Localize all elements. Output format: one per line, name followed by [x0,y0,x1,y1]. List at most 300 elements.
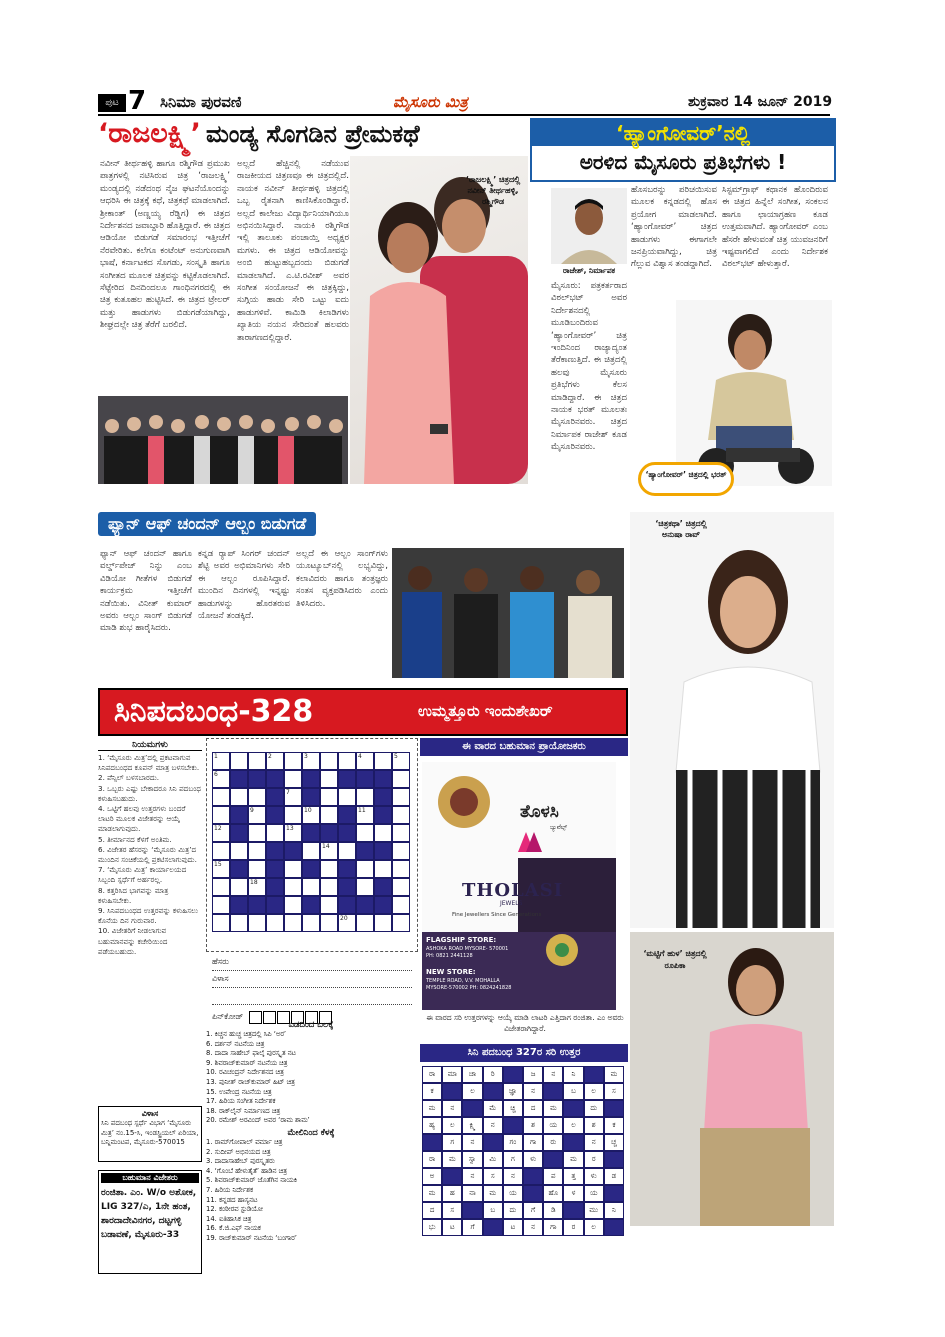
crossword-cell[interactable] [284,770,302,788]
answer-block-cell [604,1185,624,1202]
side-photo-bottom-caption: ‘ಮಟ್ಟಿಗೆ ಹುಳ’ ಚಿತ್ರದಲ್ಲಿ ರೂಪಿಕಾ [643,949,707,970]
crossword-cell[interactable] [320,914,338,932]
answer-cell: ಗಾ [543,1219,563,1236]
across-title: ಎಡದಿಂದ ಬಲಕ್ಕೆ [288,1020,334,1030]
story2-headline-sub: ಅರಳಿದ ಮೈಸೂರು ಪ್ರತಿಭೆಗಳು ! [579,150,787,174]
answer-cell: ಶ [523,1117,543,1134]
crossword-cell[interactable] [320,896,338,914]
crossword-cell[interactable] [302,878,320,896]
story1-headline [98,118,528,158]
answer-cell: ಮ [422,1100,442,1117]
crossword-cell[interactable] [392,824,410,842]
answer-block-cell [503,1066,523,1083]
crossword-cell[interactable] [230,914,248,932]
crossword-cell[interactable] [248,788,266,806]
answer-cell: ಗ [503,1151,523,1168]
winner-box [98,1170,202,1274]
crossword-cell[interactable] [212,896,230,914]
form-address-line2[interactable] [212,988,412,1005]
story2-headline-title: ‘ಹ್ಯಾಂಗೋವರ್’ನಲ್ಲಿ [532,120,834,146]
answer-cell: ಲ [584,1219,604,1236]
answer-block-cell [543,1083,563,1100]
answer-cell: ಹ್ಯ [422,1117,442,1134]
address-box [98,1106,202,1162]
side-photo-bottom [630,932,834,1226]
crossword-cell[interactable] [212,842,230,860]
crossword-cell[interactable] [212,788,230,806]
story2-col2: ಹೊಸಬರನ್ನು ಪರಿಚಯಿಸುವ ಮೂಲಕ ಕನ್ನಡದಲ್ಲಿ ಹೊಸ ಪ್ರಯೋಗ ಮಾಡಲಾಗಿದೆ. ‘ಹ್ಯಾಂಗೋವರ್’ ಚಿತ್ರದ ಹಾಡುಗಳು ಈಗಾಗಲೇ ಜನಪ್ರಿಯವಾಗಿದ್ದು, ಚಿತ್ರ ಗೆಲ್ಲುವ ವಿಶ್ವಾಸ ತಂಡದ್ದಾಗಿದೆ. [631,185,717,270]
answer-cell: ಮ [422,1185,442,1202]
clue-down: 14. ಐತಿಹಾಸಿಕ ಚಿತ್ರ [206,1214,252,1223]
answer-cell: ನ [523,1219,543,1236]
rule-item: 6. ವಿಜೇತರ ಹೆಸರನ್ನು ‘ಮೈಸೂರು ಮಿತ್ರ’ದ ಮುಂದಿನ ಸಂಚಿಕೆಯಲ್ಲಿ ಪ್ರಕಟಿಸಲಾಗುವುದು. [98,844,197,865]
clue-down: 19. ರಾಜ್‌ಕುಮಾರ್ ನಟನೆಯ ‘ಬಂಗಾರ’ [206,1233,297,1242]
answer-cell: ಹೊ [543,1185,563,1202]
story1-headline-sub: ಮಂಡ್ಯ ಸೊಗಡಿನ ಪ್ರೇಮಕಥೆ [205,120,420,148]
crossword-block-cell [266,842,284,860]
rules-column [98,740,202,1240]
answer-cell: ಕ [604,1117,624,1134]
crossword-block-cell [374,896,392,914]
answer-cell: ರ [584,1151,604,1168]
crossword-cell[interactable] [338,752,356,770]
clues-column [206,1020,416,1242]
answer-cell: ನ [442,1100,462,1117]
crossword-block-cell [302,770,320,788]
answer-cell: ಬ [483,1202,503,1219]
store1-title: FLAGSHIP STORE: [426,936,497,944]
answer-cell: ನ [483,1117,503,1134]
crossword-block-cell [374,770,392,788]
crossword-cell[interactable] [392,860,410,878]
form-pin-label: ಪಿನ್‌ಕೋಡ್ [212,1012,244,1021]
answer-cell: ನ [543,1066,563,1083]
crossword-cell[interactable]: 11 [356,806,374,824]
crossword-banner [98,688,628,736]
answer-cell: ಲ [462,1083,482,1100]
crossword-block-cell [266,896,284,914]
winner-title: ಬಹುಮಾನ ವಿಜೇತರು [101,1173,199,1183]
crossword-cell[interactable]: 12 [212,824,230,842]
rule-item: 4. ಒಟ್ಟಿಗೆ ಹಲವು ಉತ್ತರಗಳು ಬಂದರೆ ಲಾಟರಿ ಮೂಲಕ ವಿಜೇತರನ್ನು ಆಯ್ಕೆ ಮಾಡಲಾಗುವುದು. [98,804,186,834]
story3-col3: ಅಲ್ಲದೆ ಈ ಆಲ್ಬಂ ಸಾಂಗ್‌ಗಳು ಯೂಟ್ಯೂಬ್‌ನಲ್ಲಿ ಲಭ್ಯವಿದ್ದು, ಕಲಾವಿದರು ಹಾಗೂ ತಂತ್ರಜ್ಞರು ಸಂತಸ ವ್ಯಕ್ತಪಡಿಸಿದರು ಎಂದು ತಿಳಿಸಿದರು. [296,549,388,609]
answer-cell: ಗೆ [523,1202,543,1219]
clue-down: 4. ‘ಗೊಂಬೆ ಹೇಳುತೈತೆ’ ಹಾಡಿನ ಚಿತ್ರ [206,1166,287,1175]
answer-cell: ಮಾ [442,1066,462,1083]
sponsor-brand-kn-sub: ಜ್ಯುವೆಲ್ಸ್ [550,824,568,831]
answer-cell: ಲ [563,1117,583,1134]
crossword-cell[interactable] [248,752,266,770]
answer-block-cell [543,1151,563,1168]
crossword-grid [212,752,410,932]
clue-across: 18. ರಾಕ್‌ಲೈನ್ ನಿರ್ಮಾಣದ ಚಿತ್ರ [206,1106,281,1115]
crossword-cell[interactable]: 20 [338,914,356,932]
crossword-cell[interactable]: 3 [302,752,320,770]
answer-grid [422,1066,624,1231]
sponsor-brand-sub: JEWELS [500,900,523,907]
crossword-block-cell [302,896,320,914]
crossword-cell[interactable] [338,788,356,806]
answer-block-cell [563,1202,583,1219]
crossword-block-cell [338,878,356,896]
crossword-cell[interactable] [230,878,248,896]
answer-cell: ಯ [543,1117,563,1134]
answer-block-cell [442,1083,462,1100]
answer-cell: ರಾ [422,1151,442,1168]
clue-across: 9. ಶಿವರಾಜ್‌ಕುಮಾರ್ ನಟನೆಯ ಚಿತ್ರ [206,1058,288,1067]
side-photo-top [630,512,834,928]
crossword-block-cell [374,878,392,896]
masthead: ಮೈಸೂರು ಮಿತ್ರ [393,93,468,111]
answer-cell: ಳ [563,1185,583,1202]
story3-photo [392,548,624,678]
crossword-block-cell [356,842,374,860]
issue-date: ಶುಕ್ರವಾರ 14 ಜೂನ್ 2019 [688,94,833,110]
story2-headline-box [530,118,836,182]
answer-cell: ಲ [442,1117,462,1134]
answer-block-cell [563,1134,583,1151]
crossword-cell[interactable] [212,878,230,896]
crossword-block-cell [338,806,356,824]
crossword-block-cell [230,860,248,878]
answer-cell: ಳು [584,1168,604,1185]
crossword-cell[interactable] [284,914,302,932]
crossword-cell[interactable] [374,914,392,932]
crossword-cell[interactable] [230,788,248,806]
page-number: 7 [128,86,147,116]
clue-across: 17. ಹಿರಿಯ ಸಂಗೀತ ನಿರ್ದೇಶಕ [206,1097,276,1106]
crossword-cell[interactable] [284,860,302,878]
form-address-field[interactable] [212,971,412,988]
answer-cell: ಗಾ [523,1134,543,1151]
crossword-block-cell [302,860,320,878]
answer-cell: ನ [462,1168,482,1185]
store2-address: TEMPLE ROAD, V.V. MOHALLA MYSORE-570002 PH: 0824241828 [426,978,512,991]
clue-across: 13. ಪುನೀತ್ ರಾಜ್‌ಕುಮಾರ್ ಹಿಟ್ ಚಿತ್ರ [206,1077,295,1086]
crossword-block-cell [230,806,248,824]
answer-cell: ಸ್ವಾ [462,1151,482,1168]
crossword-cell[interactable] [320,806,338,824]
crossword-block-cell [266,770,284,788]
crossword-cell[interactable]: 15 [212,860,230,878]
answer-cell: ನಿ [604,1202,624,1219]
crossword-cell[interactable] [392,788,410,806]
crossword-cell[interactable] [230,752,248,770]
rule-item: 2. ಪೆನ್ಸಿಲ್ ಬಳಸಬಾರದು. [98,773,160,783]
answer-cell: ಮಿ [483,1151,503,1168]
story1-group-photo [98,396,348,484]
answer-cell: ರ [563,1219,583,1236]
crossword-cell[interactable] [248,824,266,842]
answer-cell: ನ [523,1083,543,1100]
answer-block-cell [422,1134,442,1151]
crossword-cell[interactable]: 18 [248,878,266,896]
clue-down: 16. ಕೆ.ಜಿ.ಎಫ್ ನಾಯಕ [206,1224,261,1233]
crossword-cell[interactable] [392,770,410,788]
form-address-label: ವಿಳಾಸ [212,974,229,983]
answer-block-cell [462,1202,482,1219]
answer-block-cell [604,1151,624,1168]
answer-cell: ಗಂ [503,1134,523,1151]
answer-cell: ರು [543,1134,563,1151]
answer-cell: ಚ್ಚಿ [503,1100,523,1117]
crossword-cell[interactable] [248,860,266,878]
crossword-cell[interactable]: 13 [284,824,302,842]
crossword-cell[interactable] [320,788,338,806]
crossword-cell[interactable] [212,806,230,824]
clue-down: 11. ಕನ್ನಡದ ಹಾಸ್ಯನಟ [206,1195,258,1204]
rule-item: 7. ‘ಮೈಸೂರು ಮಿತ್ರ’ ಕಾರ್ಯಾಲಯದ ಸಿಬ್ಬಂದಿ ಸ್ಪರ್ಧೆಗೆ ಅರ್ಹರಲ್ಲ. [98,865,187,885]
crossword-cell[interactable] [392,842,410,860]
winner-text: ರಂಜಿತಾ. ಎಂ. W/o ಅಶೋಕ, LIG 327/ಎ, 1ನೇ ಹಂತ, ಶಾರದಾದೇವಿನಗರ, ದಟ್ಟಗಳ್ಳಿ ಬಡಾವಣೆ, ಮೈಸೂರು-33 [101,1188,197,1240]
crossword-block-cell [248,770,266,788]
answer-block-cell [462,1100,482,1117]
crossword-cell[interactable] [356,788,374,806]
crossword-block-cell [266,806,284,824]
crossword-cell[interactable] [248,842,266,860]
rules-list [98,753,202,1098]
crossword-cell[interactable] [374,860,392,878]
answer-cell: ದು [503,1202,523,1219]
answer-block-cell [523,1185,543,1202]
answer-block-cell [523,1168,543,1185]
crossword-cell[interactable] [284,806,302,824]
rule-item: 9. ಸಿನಿಪದಬಂಧದ ಉತ್ತರವನ್ನು ಕಳುಹಿಸಲು ಕೊನೆಯ ದಿನ ಗುರುವಾರ. [98,906,198,926]
answer-cell: ಟ [442,1219,462,1236]
answer-cell: ಮ [543,1100,563,1117]
answer-block-cell [442,1168,462,1185]
story1-photo-caption: ‘ರಾಜಲಕ್ಷ್ಮಿ’ ಚಿತ್ರದಲ್ಲಿ ನವೀನ್ ತೀರ್ಥಹಳ್ಳಿ, ರಶ್ಮಿಗೌಡ [465,175,521,206]
answer-cell: ಮ [604,1066,624,1083]
answer-cell: ಸ [483,1168,503,1185]
answer-cell: ಳು [523,1151,543,1168]
answer-block-cell [483,1134,503,1151]
story2-col1: ಮೈಸೂರು: ಪತ್ರಕರ್ತರಾದ ವಿಠಲ್‌ಭಟ್ ಅವರ ನಿರ್ದೇಶನದಲ್ಲಿ ಮೂಡಿಬಂದಿರುವ ‘ಹ್ಯಾಂಗೋವರ್’ ಚಿತ್ರ ಇಂದಿನಿಂದ ರಾಜ್ಯಾದ್ಯಂತ ತೆರೆಕಾಣುತ್ತಿದೆ. ಈ ಚಿತ್ರದಲ್ಲಿ ಹಲವು ಮೈಸೂರು ಪ್ರತಿಭೆಗಳು ಕೆಲಸ ಮಾಡಿದ್ದಾರೆ. ಈ ಚಿತ್ರದ ನಾಯಕ ಭರತ್ ಮೂಲತಃ ಮೈಸೂರಿನವರು. ಚಿತ್ರದ ನಿರ್ಮಾಪಕ ರಾಜೇಶ್ ಕೂಡ ಮೈಸೂರಿನವರು. [551,281,627,453]
answer-cell: ಡಿ [543,1202,563,1219]
story3-headline: ಫ್ಯಾನ್ ಆಫ್ ಚಂದನ್ ಆಲ್ಬಂ ಬಿಡುಗಡೆ [98,512,316,536]
sponsor-brand: THOLASI [462,880,564,901]
answer-cell: ಟ [503,1219,523,1236]
answer-cell: ಭು [422,1219,442,1236]
answer-cell: ಯ [503,1185,523,1202]
crossword-cell[interactable] [320,860,338,878]
rule-item: 5. ತೀರ್ಮಾನದ ಕೆಳಗೆ ಅಂತಿಮ. [98,834,172,844]
crossword-cell[interactable] [302,842,320,860]
answer-cell: ದ [523,1100,543,1117]
clue-across: 10. ರವಿಚಂದ್ರನ್ ನಿರ್ದೇಶನದ ಚಿತ್ರ [206,1068,284,1077]
down-list [206,1138,416,1244]
crossword-cell[interactable] [392,914,410,932]
answer-block-cell [563,1100,583,1117]
clue-down: 2. ಸುದೀಪ್ ಅಭಿನಯದ ಚಿತ್ರ [206,1147,271,1156]
producer-portrait [551,188,627,264]
crossword-block-cell [338,770,356,788]
crossword-cell[interactable]: 9 [248,806,266,824]
story1-headline-title: ‘ರಾಜಲಕ್ಷ್ಮಿ’ [98,118,201,149]
crossword-block-cell [284,842,302,860]
crossword-block-cell [230,770,248,788]
store1-address: ASHOKA ROAD MYSORE- 570001 PH: 0821 2441128 [426,946,509,959]
answer-block-cell [483,1083,503,1100]
crossword-block-cell [374,788,392,806]
answer-cell: ಗ [442,1134,462,1151]
answer-cell: ಲ [584,1083,604,1100]
answer-cell: ಚಾ [462,1066,482,1083]
crossword-block-cell [230,896,248,914]
answer-block-cell [483,1219,503,1236]
answer-block-cell [503,1117,523,1134]
answer-cell: ಅ [422,1168,442,1185]
answer-cell: ಮ [442,1151,462,1168]
story2-col3: ಸಿಸ್ಟಮ್‌ಗ್ರಾಫ್ ಕಥಾನಕ ಹೊಂದಿರುವ ಈ ಚಿತ್ರದ ಹಿನ್ನೆಲೆ ಸಂಗೀತ, ಸಂಕಲನ ಹಾಗೂ ಛಾಯಾಗ್ರಹಣ ಕೂಡ ಉತ್ತಮವಾಗಿದೆ. ಹ್ಯಾಂಗೋವರ್ ಎಂಬ ಹೆಸರೇ ಹೇಳುವಂತೆ ಚಿತ್ರ ಯುವಜನರಿಗೆ ಇಷ್ಟವಾಗಲಿದೆ ಎಂದು ನಿರ್ದೇಶಕ ವಿಠಲ್‌ಭಟ್ ಹೇಳುತ್ತಾರೆ. [722,185,828,270]
crossword-cell[interactable] [338,842,356,860]
answer-cell: ಶ [584,1117,604,1134]
crossword-block-cell [338,860,356,878]
answer-cell: ಮೆ [483,1100,503,1117]
crossword-cell[interactable] [320,770,338,788]
crossword-cell[interactable]: 14 [320,842,338,860]
answer-block-cell [604,1219,624,1236]
answer-cell: ಗೆ [462,1219,482,1236]
section-title: ಸಿನಿಮಾ ಪುರವಣಿ [160,93,242,111]
sponsor-brand-kn: ತೊಳಸಿ [520,802,559,822]
crossword-cell[interactable]: 1 [212,752,230,770]
crossword-cell[interactable] [248,914,266,932]
answer-title: ಸಿನಿ ಪದಬಂಧ 327ರ ಸರಿ ಉತ್ತರ [420,1044,628,1062]
crossword-title: ಸಿನಿಪದಬಂಧ-328 [114,694,314,729]
answer-cell: ನಾ [462,1185,482,1202]
crossword-block-cell [356,896,374,914]
crossword-cell[interactable] [230,842,248,860]
story2-photo-badge: ‘ಹ್ಯಾಂಗೋವರ್’ ಚಿತ್ರದಲ್ಲಿ ಭರತ್ [638,462,734,496]
crossword-cell[interactable] [392,896,410,914]
clue-down: 7. ಹಿರಿಯ ನಿರ್ದೇಶಕ [206,1185,254,1194]
sponsor-prize-note: ಈ ವಾರದ ಸರಿ ಉತ್ತರಗಳನ್ನು ಆಯ್ಕೆ ಮಾಡಿ ಲಾಟರಿ ಎತ್ತಿದಾಗ ರಂಜಿತಾ. ಎಂ ಅವರು ವಿಜೇತರಾಗಿದ್ದಾರೆ. [426,1013,624,1033]
store2-title: NEW STORE: [426,968,476,976]
rule-item: 3. ಒಬ್ಬರು ಎಷ್ಟು ಬೇಕಾದರೂ ಸಿನಿ ಪದಬಂಧ ಕಳುಹಿಸಬಹುದು. [98,783,202,803]
answer-cell: ಸ [604,1083,624,1100]
answer-cell: ಕ [422,1083,442,1100]
crossword-cell[interactable] [302,914,320,932]
address-text: ಸಿನಿ ಪದಬಂಧ ಸ್ಪರ್ಧೆ ವಿಭಾಗ ‘ಮೈಸೂರು ಮಿತ್ರ’ ನಂ.15-ಸಿ, ಇಂಡಸ್ಟ್ರಿಯಲ್ ಏರಿಯಾ, ಬನ್ನಿಮಂಟಪ, ಮೈಸೂರು-570015 [101,1119,199,1146]
rule-item: 1. ‘ಮೈಸೂರು ಮಿತ್ರ’ದಲ್ಲಿ ಪ್ರಕಟವಾಗುವ ಸಿನಿಪದಬಂಧದ ಕೂಪನ್ ಮಾತ್ರ ಬಳಸಬೇಕು. [98,753,200,773]
crossword-cell[interactable] [320,878,338,896]
crossword-block-cell [266,878,284,896]
answer-cell: ರಾ [422,1066,442,1083]
crossword-block-cell [302,788,320,806]
story2-actor-photo [676,300,832,486]
answer-cell: ಮ [563,1151,583,1168]
crossword-block-cell [248,896,266,914]
story3-col2: ಕನ್ನಡ ರ್‍ಯಾಪ್ ಸಿಂಗರ್ ಚಂದನ್ ಶೆಟ್ಟಿ ಅವರ ಅಭಿಮಾನಿಗಳು ಸೇರಿ ಈ ಆಲ್ಬಂ ರೂಪಿಸಿದ್ದಾರೆ. ಮುಂದಿನ ದಿನಗಳಲ್ಲಿ ಇನ್ನಷ್ಟು ಹಾಡುಗಳನ್ನು ಹೊರತರುವ ಯೋಜನೆ ತಂಡಕ್ಕಿದೆ. [198,549,290,622]
answer-cell: ಮ [483,1185,503,1202]
answer-cell: ಸ [442,1202,462,1219]
crossword-cell[interactable] [284,752,302,770]
clue-across: 20. ರಮೇಶ್ ಅರವಿಂದ್ ಅವರ ‘ರಾಮ ಶಾಮ’ [206,1116,310,1125]
answer-cell: ಜ [523,1066,543,1083]
story3-col1: ಫ್ಯಾನ್ ಆಫ್ ಚಂದನ್ ಹಾಗೂ ವರ್ಲ್ಡ್‌ಪೇಜ್ ನಿನ್ನು ಎಂಬ ವಿಡಿಯೋ ಗೀತೆಗಳ ಬಿಡುಗಡೆ ಕಾರ್ಯಕ್ರಮ ಇತ್ತೀಚೆಗೆ ನಡೆಯಿತು. ವಿನೀತ್ ಕುಮಾರ್ ಅವರು ಆಲ್ಬಂ ಸಾಂಗ್‌ ಬಿಡುಗಡೆ ಮಾಡಿ ಶುಭ ಹಾರೈಸಿದರು. [100,549,192,634]
crossword-cell[interactable] [392,806,410,824]
answer-cell: ರಿ [483,1066,503,1083]
crossword-cell[interactable] [266,824,284,842]
rules-title: ನಿಯಮಗಳು [98,740,202,751]
clue-across: 1. ಕಿಚ್ಚನ ಹುಚ್ಚ ಚಿತ್ರದಲ್ಲಿ ಸಿಪಿ ‘ಅರ’ [206,1030,287,1038]
clue-down: 5. ಶಿವರಾಜ್‌ಕುಮಾರ್ ಜೊತೆಗಿನ ನಾಯಕಿ [206,1176,297,1185]
answer-cell: ಹ [442,1185,462,1202]
crossword-cell[interactable]: 4 [356,752,374,770]
crossword-block-cell [302,824,320,842]
answer-cell: ನ [503,1168,523,1185]
sponsor-title: ಈ ವಾರದ ಬಹುಮಾನ ಪ್ರಾಯೋಜಕರು [420,738,628,756]
answer-block-cell [604,1100,624,1117]
clue-down: 1. ರಾಮ್‌ಗೋಪಾಲ್ ವರ್ಮಾ ಚಿತ್ರ [206,1137,283,1146]
sponsor-tagline: Fine Jewellers Since Generations [452,912,542,918]
crossword-cell[interactable] [356,878,374,896]
crossword-cell[interactable] [392,878,410,896]
story1-col2: ಅಲ್ಲದೆ ಹೆಚ್ಚಿನಲ್ಲಿ ನಡೆಯುವ ರಾಜಕೀಯದ ಚಿತ್ರಣವೂ ಈ ಚಿತ್ರದಲ್ಲಿದೆ. ನಾಯಕ ನವೀನ್ ತೀರ್ಥಹಳ್ಳಿ ಚಿತ್ರದಲ್ಲಿ ಒಬ್ಬ ರೈತನಾಗಿ ಕಾಣಿಸಿಕೊಂಡಿದ್ದಾರೆ. ಅಲ್ಲದೆ ಕಾಲೇಜು ವಿದ್ಯಾರ್ಥಿನಿಯಾಗಿಯೂ ಅಭಿನಯಿಸಿದ್ದಾರೆ. ನಾಯಕಿ ರಶ್ಮಿಗೌಡ ಇಲ್ಲಿ ತಾಲೂಕು ಪಂಚಾಯ್ತಿ ಅಧ್ಯಕ್ಷರ ಮಗಳು. ಈ ಚಿತ್ರದ ಆಡಿಯೋವನ್ನು ಅಂಬಿ ಹುಟ್ಟುಹಬ್ಬದಂದು ಬಿಡುಗಡೆ ಮಾಡಲಾಗಿದೆ. ಎ.ಟಿ.ರವೀಶ್ ಅವರ ಸಂಗೀತ ಸಂಯೋಜನೆ ಈ ಚಿತ್ರಕ್ಕಿದ್ದು, ಸುಗ್ಗಿಯ ಹಾಡು ಸೇರಿ ಒಟ್ಟು ಐದು ಹಾಡುಗಳಿವೆ. ಕಾಮಿಡಿ ಕಿಲಾಡಿಗಳು ಖ್ಯಾತಿಯ ನಯನ ಸೇರಿದಂತೆ ಹಲವರು ತಾರಾಗಣದಲ್ಲಿದ್ದಾರೆ. [237,159,349,343]
crossword-cell[interactable] [374,752,392,770]
crossword-cell[interactable] [284,878,302,896]
clue-across: 6. ದರ್ಶನ್ ನಟನೆಯ ಚಿತ್ರ [206,1039,265,1048]
answer-cell: ನಿ [563,1066,583,1083]
crossword-block-cell [338,824,356,842]
crossword-block-cell [374,842,392,860]
answer-cell: ಯ [584,1185,604,1202]
crossword-cell[interactable] [374,824,392,842]
answer-cell: ಜ್ಞಾ [503,1083,523,1100]
entry-form [212,954,412,1025]
page-label: ಪುಟ [98,94,126,112]
crossword-cell[interactable] [356,914,374,932]
down-title: ಮೇಲಿನಿಂದ ಕೆಳಕ್ಕೆ [287,1127,335,1138]
story1-col1: ನವೀನ್ ತೀರ್ಥಹಳ್ಳಿ ಹಾಗೂ ರಶ್ಮಿಗೌಡ ಪ್ರಮುಖ ಪಾತ್ರಗಳಲ್ಲಿ ನಟಿಸಿರುವ ಚಿತ್ರ ‘ರಾಜಲಕ್ಷ್ಮಿ’ ಮಂಡ್ಯದಲ್ಲಿ ನಡೆದಂಥ ನೈಜ ಘಟನೆಯೊಂದನ್ನು ಆಧರಿಸಿ ಈ ಚಿತ್ರಕ್ಕೆ ಕಥೆ, ಚಿತ್ರಕಥೆ ಮಾಡಲಾಗಿದೆ. ಶ್ರೀಕಾಂತ್ (ಅಣ್ಣಯ್ಯ ರೆಡ್ಡಿಗ) ಈ ಚಿತ್ರದ ನಿರ್ದೇಶನದ ಜವಾಬ್ದಾರಿ ಹೊತ್ತಿದ್ದಾರೆ. ಈ ಚಿತ್ರದ ಆಡಿಯೋ ಬಿಡುಗಡೆ ಸಮಾರಂಭ ಇತ್ತೀಚೆಗೆ ನೆರವೇರಿತು. ಕಲೆಗೂ ಕಂಟೆಂಟ್ ಅನುಗುಣವಾಗಿ ಭಾಷೆ, ಕರ್ನಾಟಕದ ಸೊಗಡು, ಸಂಸ್ಕೃತಿ ಹಾಗೂ ಸಂಗೀತದ ಮೂಲಕ ಚಿತ್ರವನ್ನು ಕಟ್ಟಿಕೊಡಲಾಗಿದೆ. ಸೆಟ್ಟೇರಿದ ದಿನದಿಂದಲೂ ಗಾಂಧಿನಗರದಲ್ಲಿ ಈ ಚಿತ್ರ ಕುತೂಹಲ ಹುಟ್ಟಿಸಿದೆ. ಈ ಚಿತ್ರದ ಟ್ರೇಲರ್‌ ಮತ್ತು ಹಾಡುಗಳು ಬಿಡುಗಡೆಯಾಗಿದ್ದು, ಶೀಘ್ರದಲ್ಲೇ ಚಿತ್ರ ತೆರೆಗೆ ಬರಲಿದೆ. [100,159,230,331]
crossword-cell[interactable] [356,860,374,878]
rule-item: 8. ಕತ್ತರಿಸಿದ ಭಾಗವನ್ನು ಮಾತ್ರ ಕಳುಹಿಸಬೇಕು. [98,885,169,905]
crossword-cell[interactable] [356,824,374,842]
crossword-cell[interactable]: 2 [266,752,284,770]
producer-caption: ರಾಜೇಶ್, ನಿರ್ಮಾಪಕ [562,266,616,275]
answer-cell: ಕ್ಷ್ಮಿ [462,1117,482,1134]
answer-cell: ಡ [604,1168,624,1185]
answer-cell: ತ್ತ [563,1168,583,1185]
form-name-field[interactable] [212,954,412,971]
crossword-cell[interactable] [212,914,230,932]
crossword-cell[interactable] [284,896,302,914]
answer-cell: ದ [422,1202,442,1219]
answer-cell: ಪ [543,1168,563,1185]
sponsor-ad [422,762,616,1010]
crossword-cell[interactable]: 5 [392,752,410,770]
crossword-cell[interactable]: 10 [302,806,320,824]
form-name-label: ಹೆಸರು [212,957,229,966]
clue-down: 3. ದಾದಾಸಾಹೇಬ್‌ ಪುರಸ್ಕೃತರು [206,1157,275,1166]
across-list [206,1030,416,1126]
crossword-cell[interactable] [266,914,284,932]
clue-across: 15. ಉಪೇಂದ್ರ ನಟನೆಯ ಚಿತ್ರ [206,1087,272,1096]
crossword-cell[interactable]: 7 [284,788,302,806]
answer-cell: ನ [584,1134,604,1151]
clue-down: 12. ಕಂಠೀರವ ಸ್ಟುಡಿಯೋ [206,1205,263,1214]
crossword-cell[interactable] [320,752,338,770]
side-photo-top-caption: ‘ಚಿತ್ರಕಥಾ’ ಚಿತ್ರದಲ್ಲಿ ಅನುಷಾ ರಾವ್ [655,519,707,539]
crossword-cell[interactable]: 6 [212,770,230,788]
crossword-author: ಉಮ್ಮತ್ತೂರು ಇಂದುಶೇಖರ್ [418,702,553,720]
answer-cell: ಮು [584,1202,604,1219]
answer-cell: ನ [462,1134,482,1151]
address-title: ವಿಳಾಸ [141,1109,159,1118]
crossword-block-cell [356,770,374,788]
crossword-block-cell [320,824,338,842]
